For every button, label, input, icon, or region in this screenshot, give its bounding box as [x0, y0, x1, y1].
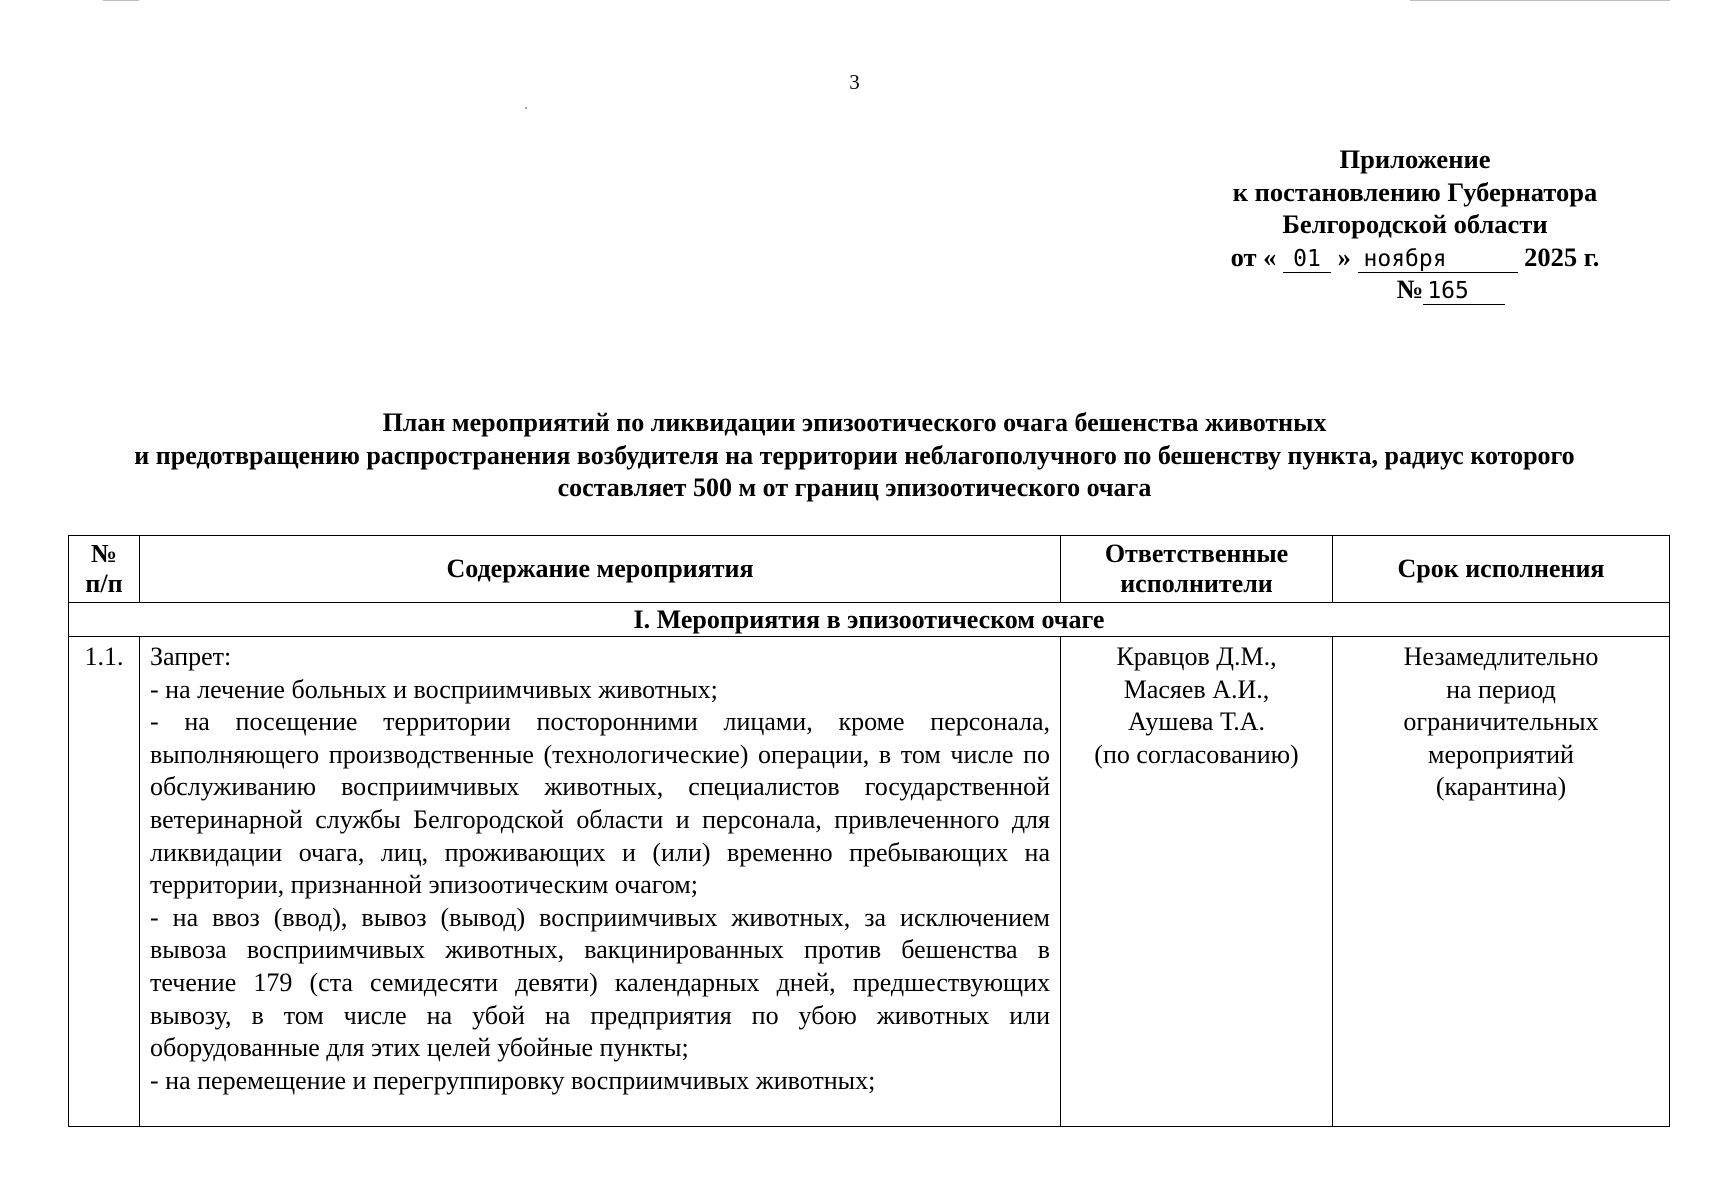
plan-title	[20, 407, 1689, 505]
term-line: ограничительных	[1403, 707, 1599, 737]
table-header-row	[69, 536, 1670, 603]
term-line: на период	[1446, 674, 1556, 704]
content-paragraph: Запрет:	[150, 642, 232, 671]
date-mid: »	[1337, 241, 1351, 272]
term-line: мероприятий	[1428, 739, 1574, 769]
executor-name: Масяев А.И.,	[1123, 674, 1270, 704]
row-executors	[1061, 637, 1333, 1127]
scan-edge-left	[103, 0, 139, 1]
content-paragraph: - на перемещение и перегруппировку восприимчивых животных;	[150, 1065, 876, 1095]
measures-table	[68, 535, 1670, 1127]
content-paragraph: - на посещение территории посторонними лицами, кроме персонала, выполняющего производственные (технологические) операции, в том числе по обслуживанию восприимчивых животных, специалистов государственной ветеринарной службы Белгородской области и персонала, привлеченного для ликвидации очага, лиц, проживающих и (или) временно пребывающих на территории, признанной эпизоотическим очагом;	[150, 707, 1050, 900]
row-content	[140, 637, 1061, 1127]
scan-speck	[525, 107, 527, 109]
appendix-block	[1190, 143, 1640, 306]
term-line: Незамедлительно	[1403, 642, 1599, 671]
table-row	[69, 637, 1670, 1127]
section-heading: I. Мероприятия в эпизоотическом очаге	[69, 603, 1670, 637]
appendix-region: Белгородской области	[1282, 209, 1548, 239]
number-prefix: №	[1396, 274, 1424, 304]
executor-note: (по согласованию)	[1094, 739, 1299, 769]
header-content: Содержание мероприятия	[140, 536, 1061, 603]
term-line: (карантина)	[1435, 772, 1567, 802]
date-month: ноября	[1358, 246, 1518, 273]
plan-title-line-3: составляет 500 м от границ эпизоотического очага	[557, 473, 1152, 502]
row-number: 1.1.	[69, 637, 140, 1127]
plan-title-line-2: и предотвращению распространения возбудителя на территории неблагополучного по бешенству пункта, радиус которого	[134, 440, 1575, 470]
plan-title-line-1: План мероприятий по ликвидации эпизоотического очага бешенства животных	[382, 408, 1327, 437]
header-number: № п/п	[69, 536, 140, 603]
number-value: 165	[1423, 278, 1505, 305]
header-executors: Ответственные исполнители	[1061, 536, 1333, 603]
date-prefix: от «	[1230, 241, 1277, 272]
content-paragraph: - на лечение больных и восприимчивых животных;	[150, 674, 718, 704]
appendix-date	[1190, 241, 1640, 274]
row-term	[1333, 637, 1670, 1127]
appendix-number	[1190, 273, 1640, 306]
appendix-title: Приложение	[1339, 144, 1491, 174]
executor-name: Кравцов Д.М.,	[1116, 642, 1277, 671]
executor-name: Аушева Т.А.	[1127, 707, 1266, 737]
content-paragraph: - на ввоз (ввод), вывоз (вывод) восприимчивых животных, за исключением вывоза восприимчивых животных, вакцинированных против бешенства в течение 179 (ста семидесяти девяти) календарных дней, предшествующих вывозу, в том числе на убой на предприятия по убою животных или оборудованные для этих целей убойные пункты;	[150, 902, 1050, 1063]
date-year: 2025 г.	[1524, 241, 1600, 272]
scan-edge-right	[1410, 0, 1670, 1]
section-row	[69, 603, 1670, 637]
page-number: 3	[849, 70, 860, 94]
appendix-reference: к постановлению Губернатора	[1232, 176, 1598, 207]
header-term: Срок исполнения	[1333, 536, 1670, 603]
date-day: 01	[1283, 246, 1331, 273]
